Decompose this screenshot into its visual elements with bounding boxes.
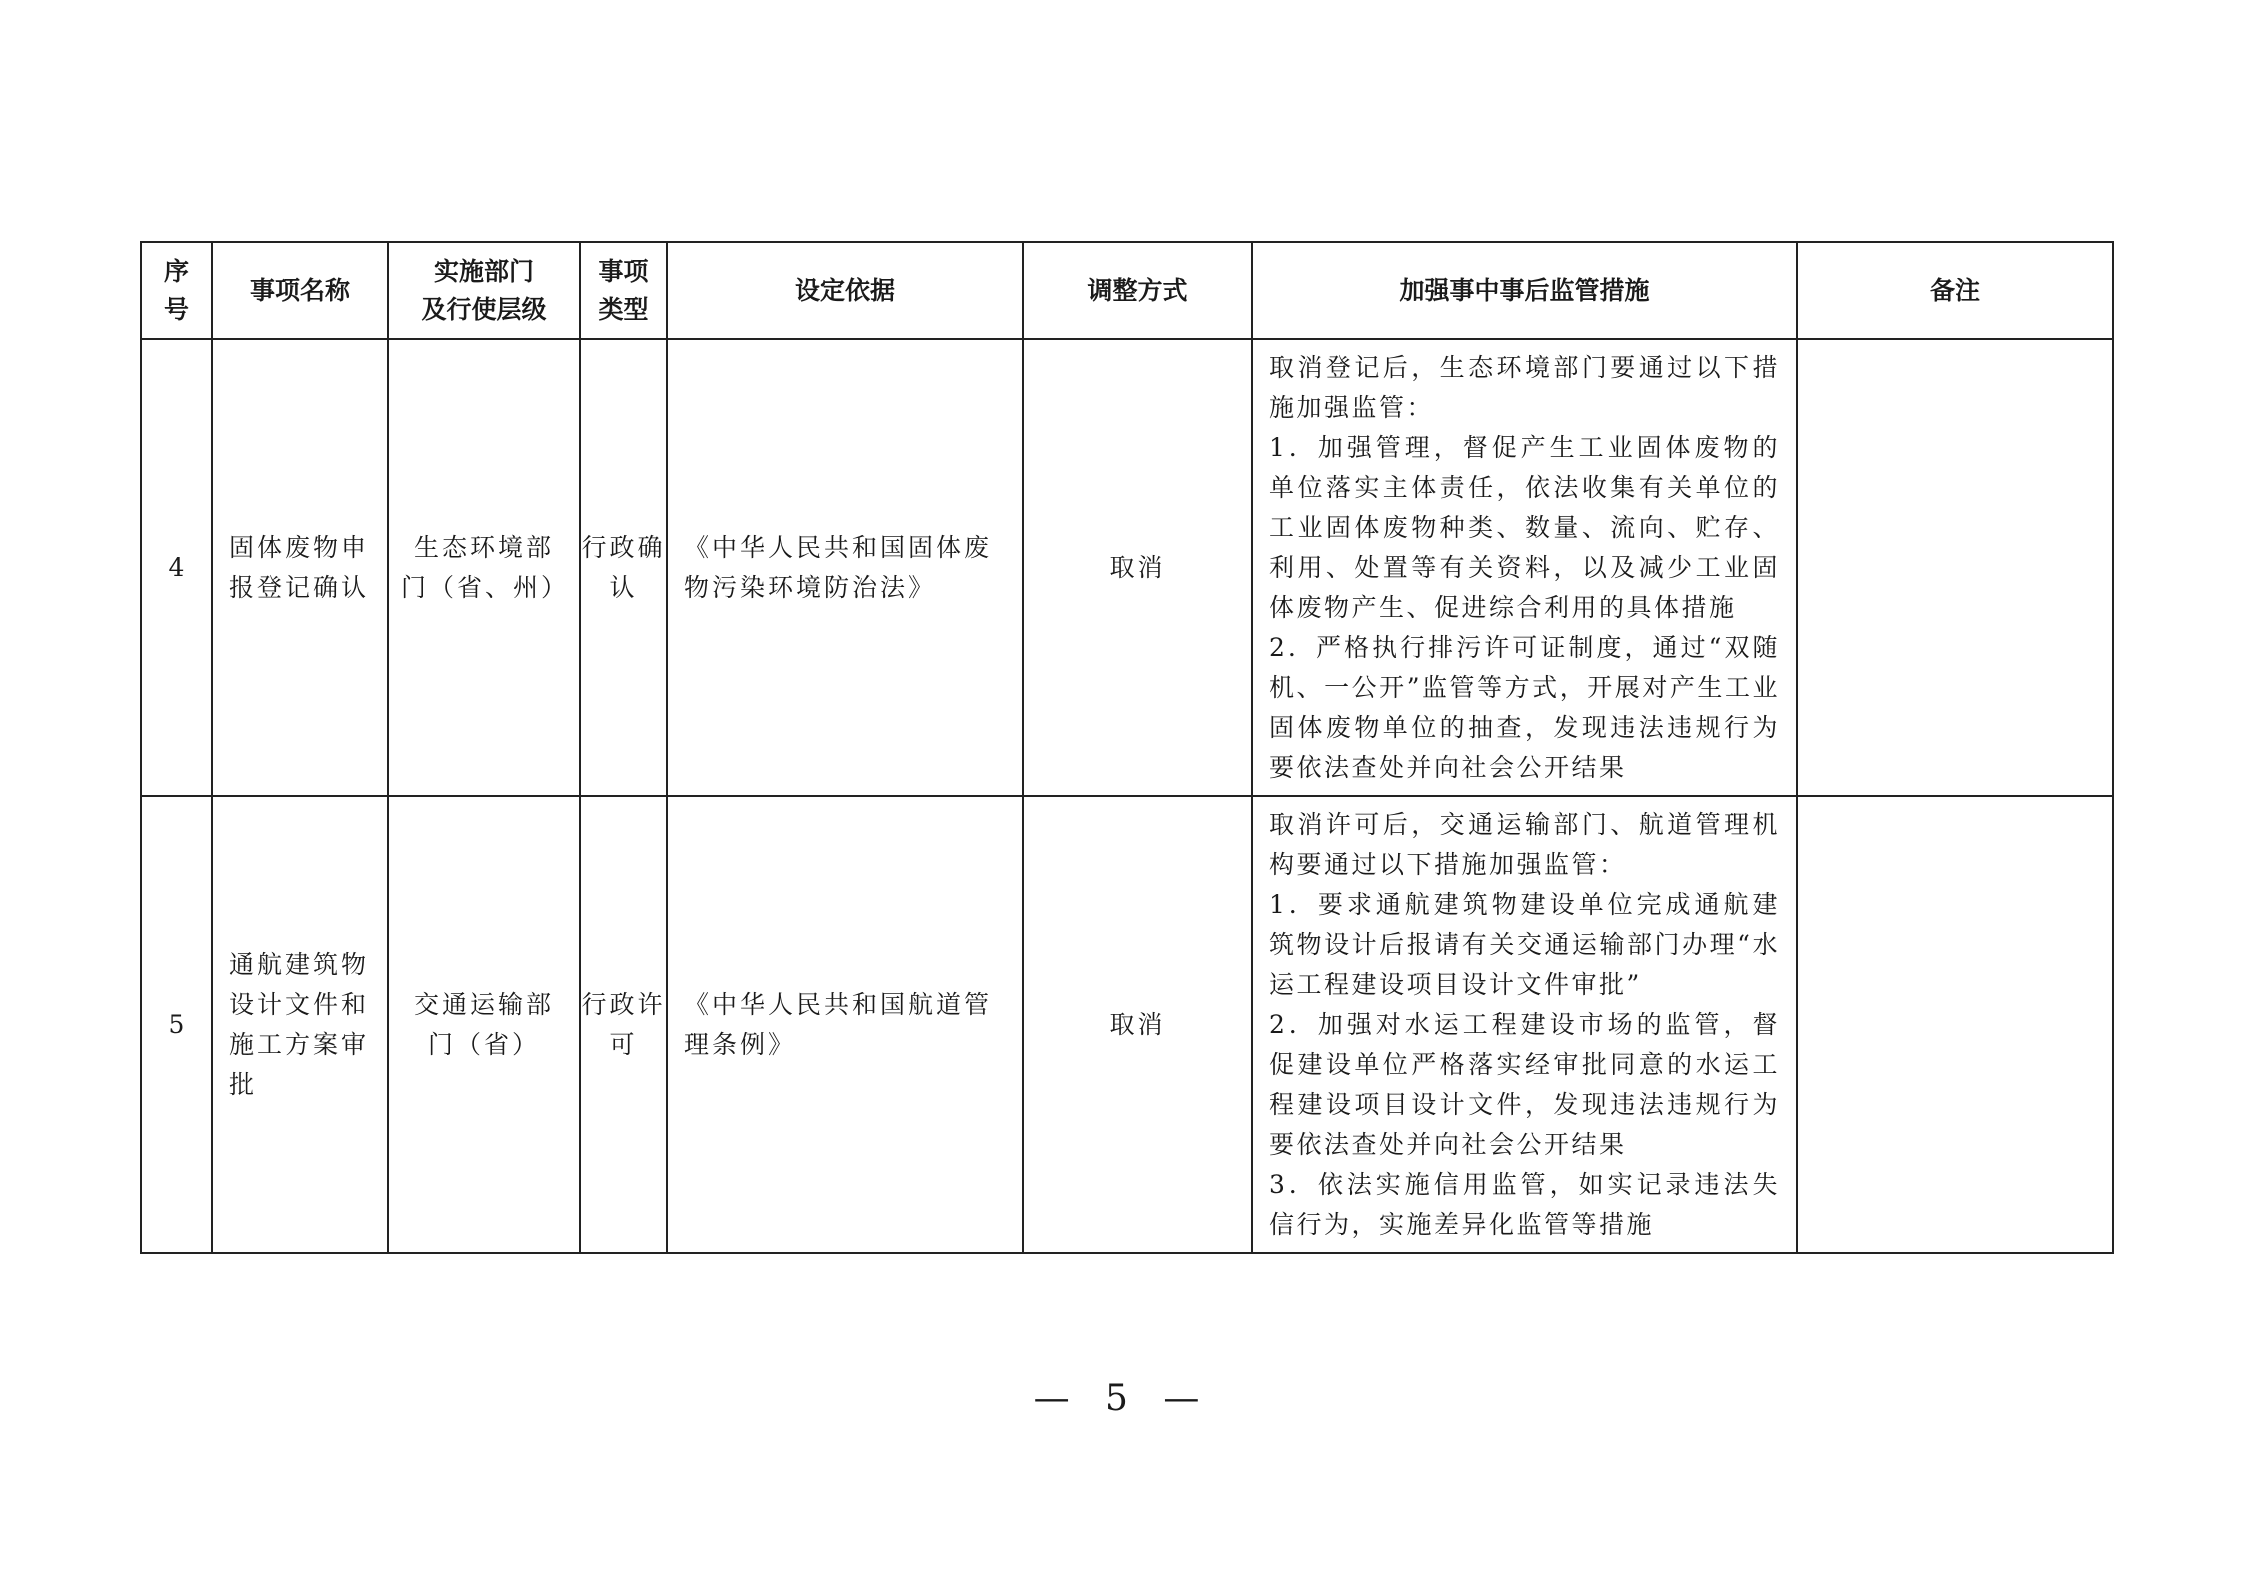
table-row (141, 796, 2113, 1253)
measure-line: 1．加强管理，督促产生工业固体废物的单位落实主体责任，依法收集有关单位的工业固体废物种类、数量、流向、贮存、利用、处置等有关资料，以及减少工业固体废物产生、促进综合利用的具体措施 (1269, 432, 1780, 622)
cell-item-name: 固体废物申报登记确认 (212, 339, 388, 796)
measure-line: 取消登记后，生态环境部门要通过以下措施加强监管： (1269, 352, 1780, 422)
measure-line: 2．严格执行排污许可证制度，通过“双随机、一公开”监管等方式，开展对产生工业固体废物单位的抽查，发现违法违规行为要依法查处并向社会公开结果 (1269, 632, 1780, 782)
cell-serial: 5 (141, 796, 212, 1253)
cell-item-name: 通航建筑物设计文件和施工方案审批 (212, 796, 388, 1253)
cell-department: 生态环境部门（省、州） (388, 339, 580, 796)
measure-line: 3．依法实施信用监管，如实记录违法失信行为，实施差异化监管等措施 (1269, 1169, 1780, 1239)
cell-adjustment: 取消 (1023, 796, 1252, 1253)
header-department-level: 实施部门 及行使层级 (388, 242, 580, 339)
header-legal-basis: 设定依据 (667, 242, 1023, 339)
header-adjustment: 调整方式 (1023, 242, 1252, 339)
regulation-table (140, 241, 2114, 1254)
cell-measures (1252, 339, 1797, 796)
header-item-type: 事项 类型 (580, 242, 667, 339)
cell-legal-basis: 《中华人民共和国固体废物污染环境防治法》 (667, 339, 1023, 796)
cell-measures (1252, 796, 1797, 1253)
measure-line: 1．要求通航建筑物建设单位完成通航建筑物设计后报请有关交通运输部门办理“水运工程建设项目设计文件审批” (1269, 889, 1780, 999)
measure-line: 取消许可后，交通运输部门、航道管理机构要通过以下措施加强监管： (1269, 809, 1780, 879)
page-number: — 5 — (1033, 1378, 1212, 1419)
cell-department: 交通运输部门（省） (388, 796, 580, 1253)
header-notes: 备注 (1797, 242, 2113, 339)
header-item-name: 事项名称 (212, 242, 388, 339)
table-row (141, 339, 2113, 796)
header-serial: 序 号 (141, 242, 212, 339)
measure-line: 2．加强对水运工程建设市场的监管，督促建设单位严格落实经审批同意的水运工程建设项目设计文件，发现违法违规行为要依法查处并向社会公开结果 (1269, 1009, 1780, 1159)
cell-serial: 4 (141, 339, 212, 796)
cell-notes (1797, 339, 2113, 796)
table-header-row (141, 242, 2113, 339)
cell-legal-basis: 《中华人民共和国航道管理条例》 (667, 796, 1023, 1253)
cell-notes (1797, 796, 2113, 1253)
cell-adjustment: 取消 (1023, 339, 1252, 796)
header-measures: 加强事中事后监管措施 (1252, 242, 1797, 339)
cell-item-type: 行政确认 (580, 339, 667, 796)
cell-item-type: 行政许可 (580, 796, 667, 1253)
